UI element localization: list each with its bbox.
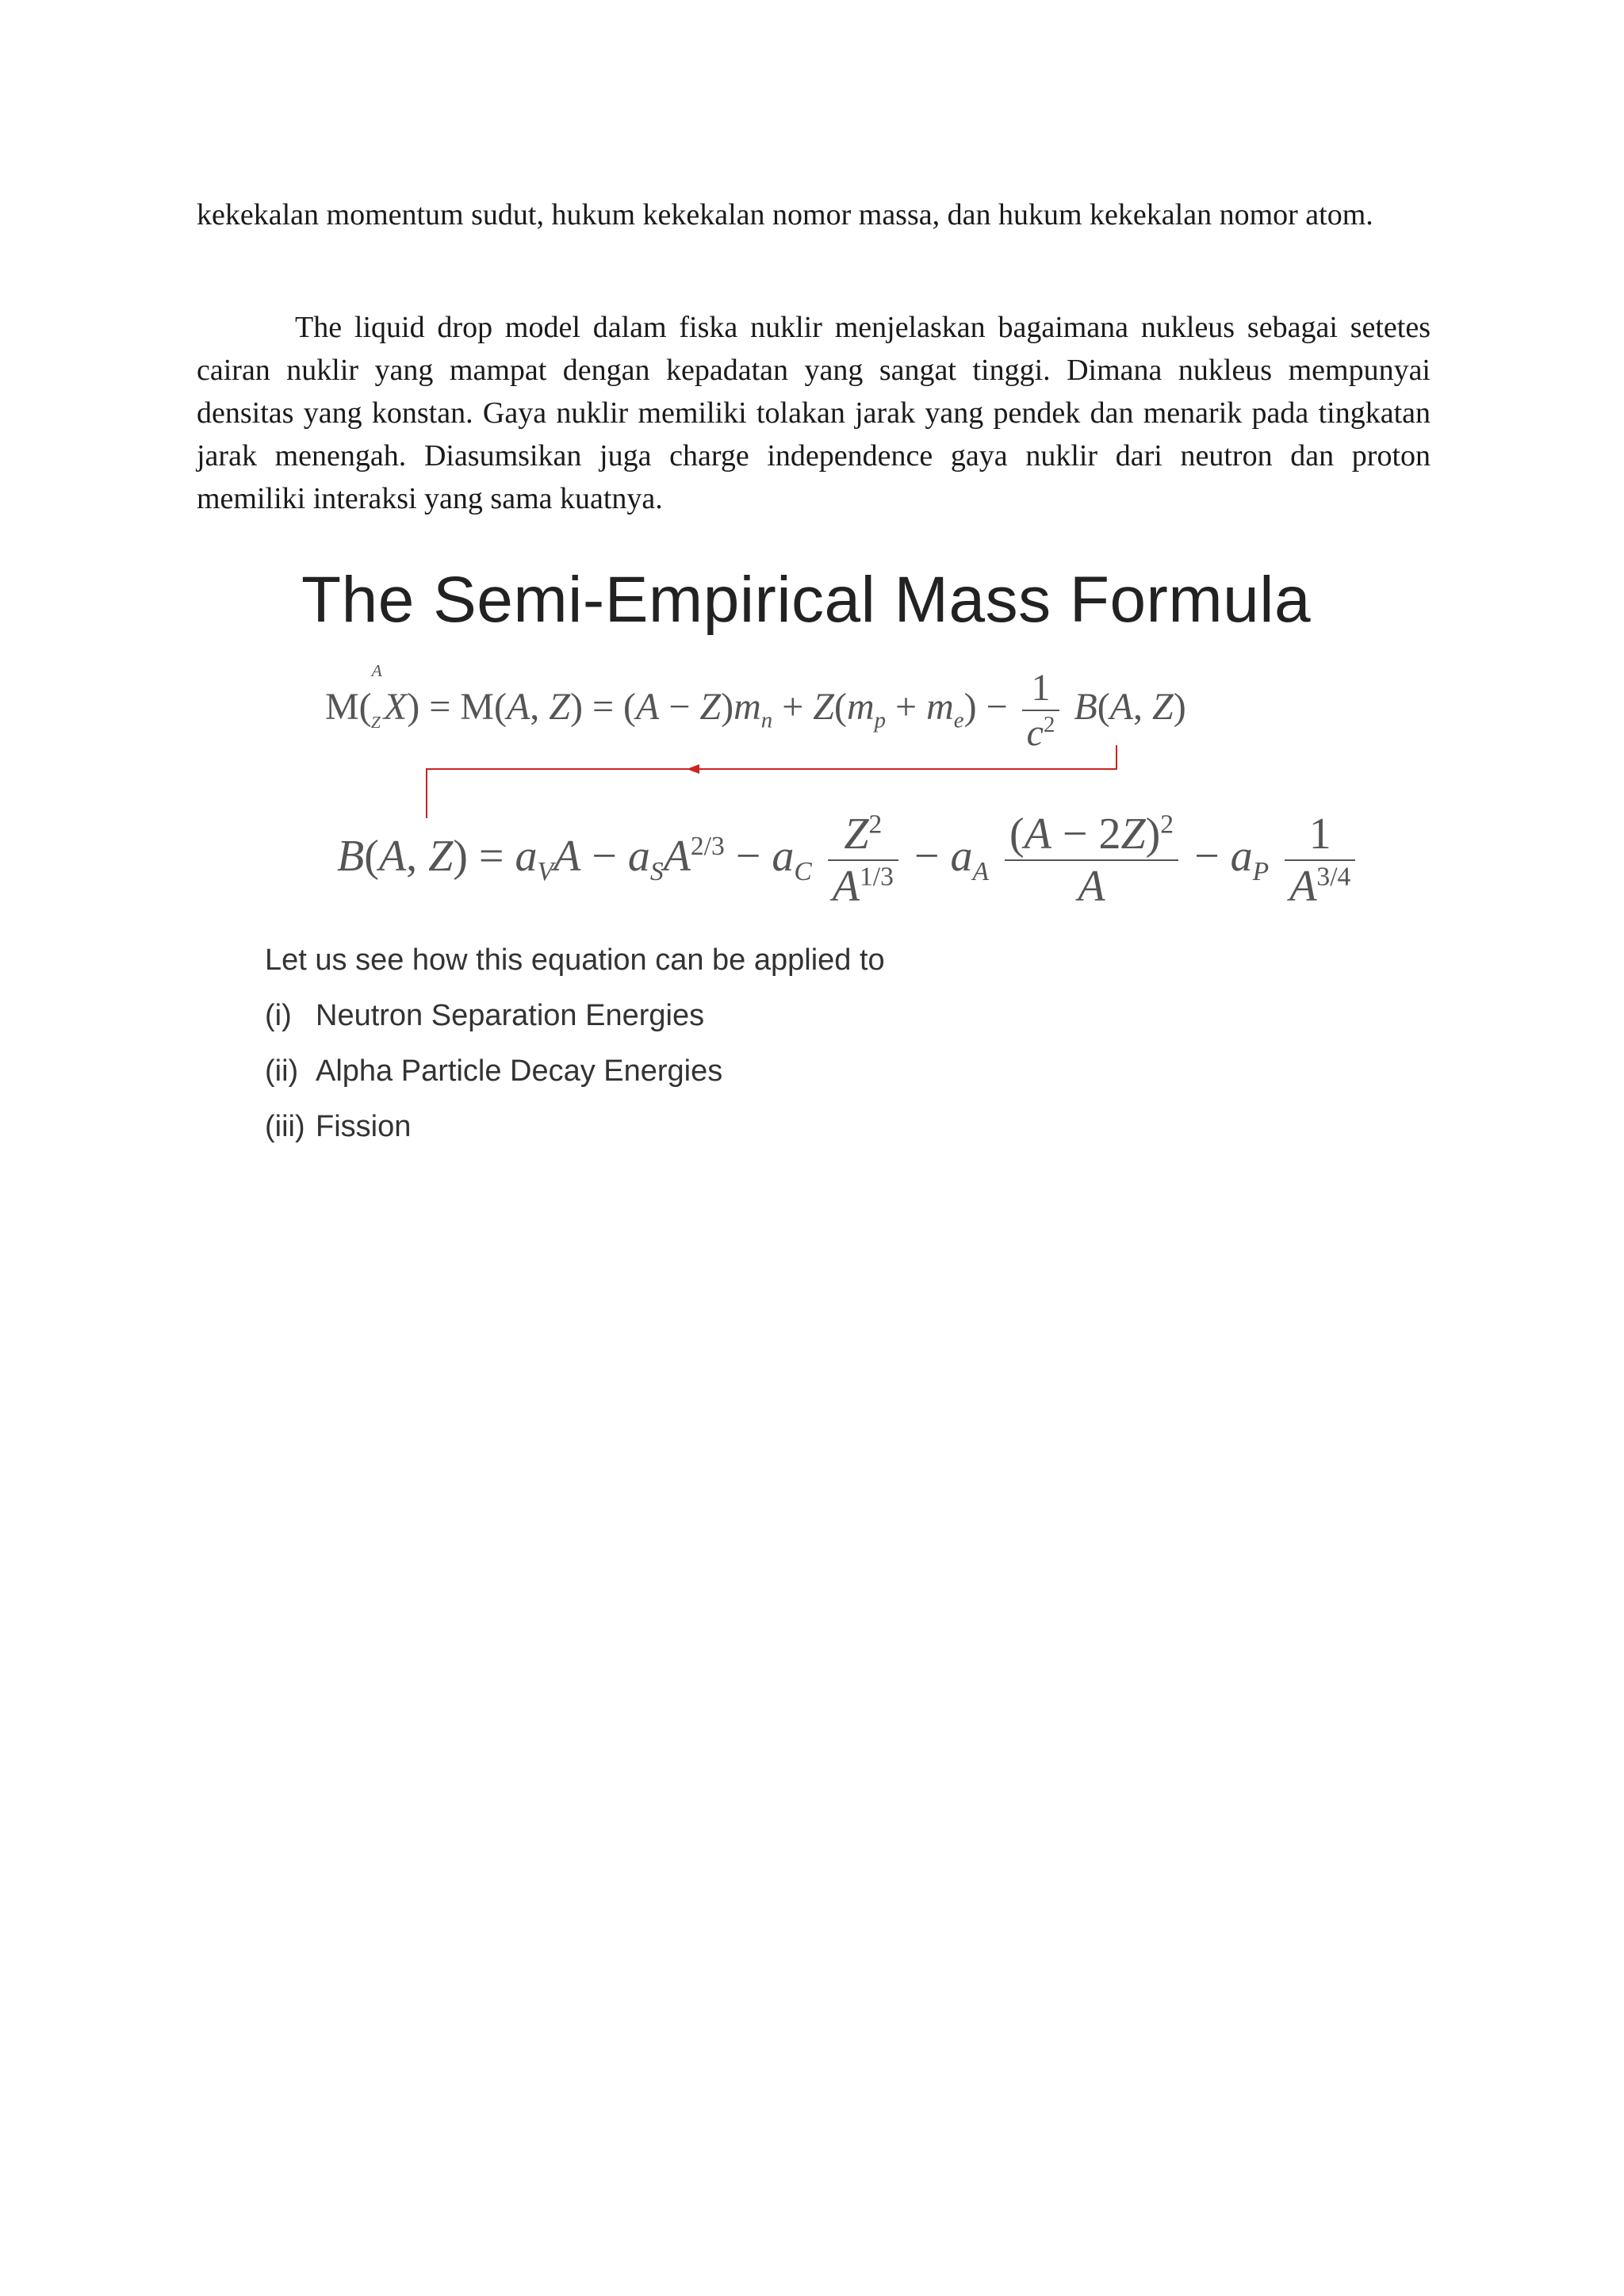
application-intro: Let us see how this equation can be applied to (265, 943, 885, 977)
item-text: Neutron Separation Energies (316, 999, 705, 1032)
item-number: (iii) (265, 1110, 305, 1143)
application-item-alpha-decay (265, 1054, 722, 1089)
item-text: Fission (316, 1110, 412, 1143)
item-number: (i) (265, 999, 292, 1032)
mass-equation: M($^A_Z$X) = M(A, $Z) = (A - Z)m_n + Z(m_p + m_e)$ − $\frac{1}{c^2}$ B(A, Z) (325, 661, 1186, 754)
item-number: (ii) (265, 1054, 299, 1088)
figure-title: The Semi-Empirical Mass Formula (301, 564, 1312, 636)
application-item-fission (265, 1110, 411, 1144)
semi-empirical-mass-formula-figure (262, 547, 1351, 1165)
paragraph-liquid-drop-model: The liquid drop model dalam fiska nuklir menjelaskan bagaimana nukleus sebagai setetes cairan nuklir yang mampat dengan kepadatan yang sangat tinggi. Dimana nukleus mempunyai densitas yang konstan. Gaya nuklir memiliki tolakan jarak yang pendek dan menarik pada tingkatan jarak menengah. Diasumsikan juga charge independence gaya nuklir dari neutron dan proton memiliki interaksi yang sama kuatnya. (197, 311, 1431, 515)
item-text: Alpha Particle Decay Energies (316, 1054, 723, 1088)
paragraph-continuation: kekekalan momentum sudut, hukum kekekalan nomor massa, dan hukum kekekalan nomor atom. (197, 198, 1373, 232)
binding-energy-equation: B(A, $Z) = a_VA - a_SA^{2/3} - a_C$ $\frac{Z^2}{A^{1/3}}$ − $a_A$ $\frac{(A - 2Z)^2}{A}$ − $a_P$ $\frac{1}{A^{3/4}}$ (337, 809, 1360, 912)
application-item-neutron-separation (265, 999, 704, 1033)
